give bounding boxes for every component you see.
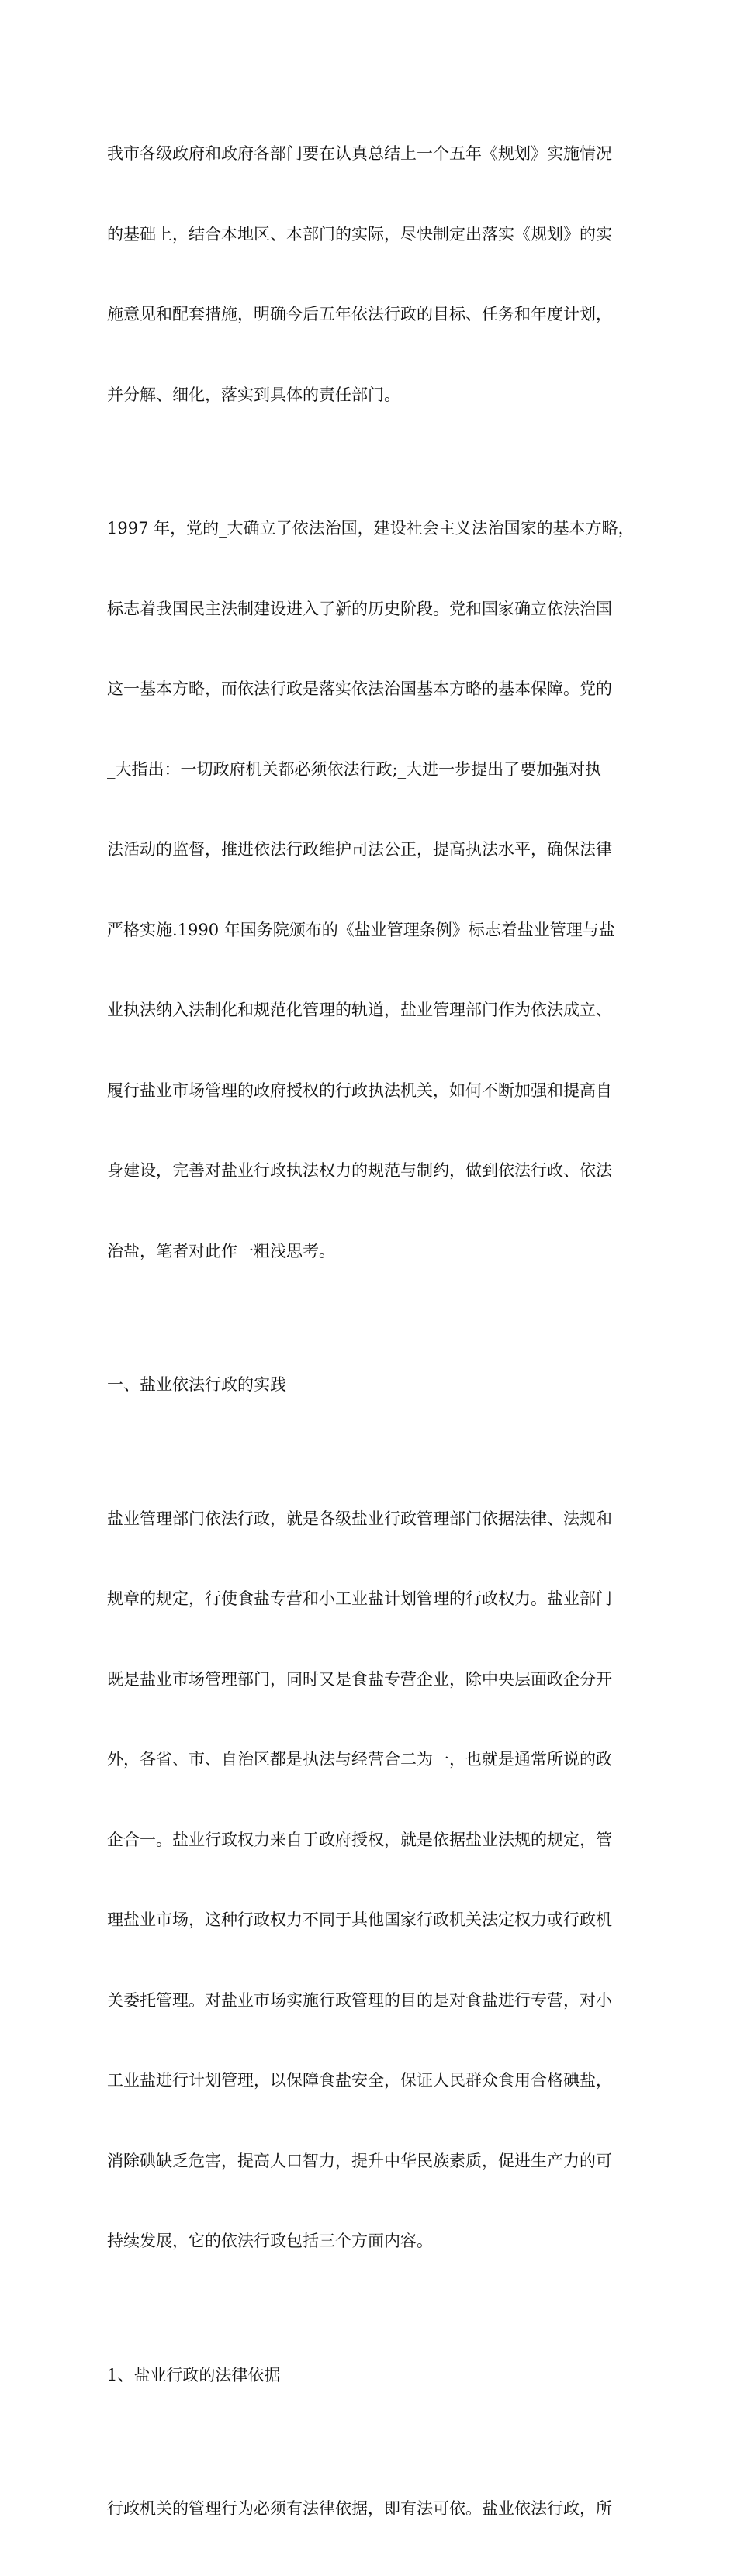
text-line: 治盐，笔者对此作一粗浅思考。	[107, 1241, 335, 1260]
paragraph-salt-administration	[107, 1452, 635, 2308]
text-line: 施意见和配套措施，明确今后五年依法行政的目标、任务和年度计划，	[107, 305, 612, 323]
text-line: 严格实施.1990 年国务院颁布的《盐业管理条例》标志着盐业管理与盐	[107, 920, 615, 939]
paragraph-legal-basis	[107, 2442, 635, 2576]
text-line: 关委托管理。对盐业市场实施行政管理的目的是对食盐进行专营，对小	[107, 1990, 612, 2010]
text-line: 消除碘缺乏危害，提高人口智力，提升中华民族素质，促进生产力的可	[107, 2151, 612, 2170]
text-line: 的基础上，结合本地区、本部门的实际，尽快制定出落实《规划》的实	[107, 224, 612, 244]
section-heading-practice	[107, 1318, 635, 1452]
text-line: 行政机关的管理行为必须有法律依据，即有法可依。盐业依法行政，所	[107, 2499, 612, 2518]
text-line: 1997 年，党的_大确立了依法治国，建设社会主义法治国家的基本方略，	[107, 519, 635, 538]
text-line: 这一基本方略，而依法行政是落实依法治国基本方略的基本保障。党的	[107, 679, 612, 698]
text-line: 工业盐进行计划管理，以保障食盐安全，保证人民群众食用合格碘盐，	[107, 2071, 612, 2090]
paragraph-plan-implementation	[107, 87, 635, 462]
text-line: 理盐业市场，这种行政权力不同于其他国家行政机关法定权力或行政机	[107, 1910, 612, 1929]
text-line: 履行盐业市场管理的政府授权的行政执法机关，如何不断加强和提高自	[107, 1081, 612, 1100]
text-line: 并分解、细化，落实到具体的责任部门。	[107, 385, 400, 404]
document-body	[107, 87, 635, 2576]
text-line: 业执法纳入法制化和规范化管理的轨道，盐业管理部门作为依法成立、	[107, 1001, 612, 1019]
text-line: 规章的规定，行使食盐专营和小工业盐计划管理的行政权力。盐业部门	[107, 1589, 612, 1608]
text-line: 身建设，完善对盐业行政执法权力的规范与制约，做到依法行政、依法	[107, 1161, 612, 1180]
text-line: 外，各省、市、自治区都是执法与经营合二为一，也就是通常所说的政	[107, 1750, 612, 1769]
heading-line: 一、盐业依法行政的实践	[107, 1375, 286, 1394]
text-line: 法活动的监督，推进依法行政维护司法公正，提高执法水平，确保法律	[107, 840, 612, 859]
text-line: _大指出：一切政府机关都必须依法行政;_大进一步提出了要加强对执	[107, 759, 602, 779]
text-line: 标志着我国民主法制建设进入了新的历史阶段。党和国家确立依法治国	[107, 599, 612, 618]
text-line: 既是盐业市场管理部门，同时又是食盐专营企业，除中央层面政企分开	[107, 1669, 612, 1689]
paragraph-rule-of-law-background	[107, 462, 635, 1318]
text-line: 企合一。盐业行政权力来自于政府授权，就是依据盐业法规的规定，管	[107, 1830, 612, 1849]
text-line: 持续发展，它的依法行政包括三个方面内容。	[107, 2232, 433, 2250]
heading-line: 1、盐业行政的法律依据	[107, 2365, 281, 2384]
subsection-heading-legal-basis	[107, 2308, 635, 2443]
text-line: 盐业管理部门依法行政，就是各级盐业行政管理部门依据法律、法规和	[107, 1509, 612, 1528]
text-line: 我市各级政府和政府各部门要在认真总结上一个五年《规划》实施情况	[107, 144, 612, 163]
